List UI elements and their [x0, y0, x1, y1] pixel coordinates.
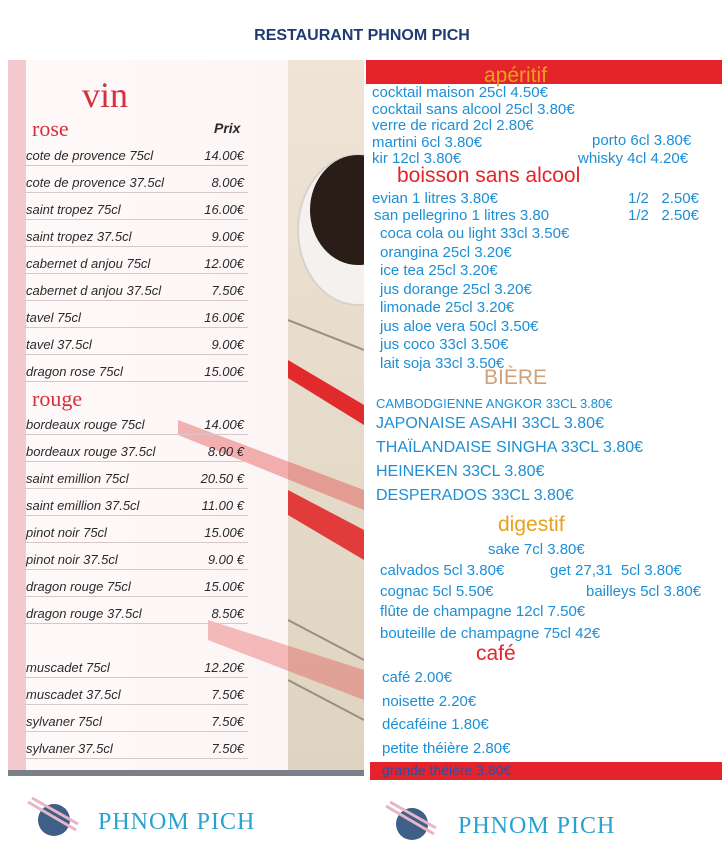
list-item: ice tea 25cl 3.20€ — [380, 262, 498, 279]
wine-price: 9.00€ — [211, 229, 244, 244]
page-title: RESTAURANT PHNOM PICH — [254, 27, 470, 44]
list-item: JAPONAISE ASAHI 33CL 3.80€ — [376, 415, 604, 432]
row-divider — [24, 300, 248, 301]
wine-price: 12.20€ — [204, 660, 244, 675]
row-divider — [24, 704, 248, 705]
wine-name: saint tropez 37.5cl — [26, 229, 132, 244]
wine-name: pinot noir 37.5cl — [26, 552, 118, 567]
aperitif-heading: apéritif — [484, 64, 548, 87]
wine-price: 16.00€ — [204, 310, 244, 325]
logo-icon — [24, 796, 80, 840]
wine-name: pinot noir 75cl — [26, 525, 107, 540]
wine-name: cote de provence 37.5cl — [26, 175, 165, 190]
list-item: kir 12cl 3.80€ — [372, 150, 462, 167]
wine-name: dragon rouge 37.5cl — [26, 606, 142, 621]
wine-name: muscadet 75cl — [26, 660, 110, 675]
list-item: jus aloe vera 50cl 3.50€ — [380, 317, 539, 335]
row-divider — [24, 596, 248, 597]
list-item: lait soja 33cl 3.50€ — [380, 354, 505, 372]
wine-price: 9.00€ — [211, 337, 244, 352]
row-divider — [24, 623, 248, 624]
row-divider — [24, 731, 248, 732]
list-item: porto 6cl 3.80€ — [592, 132, 692, 149]
row-divider — [24, 165, 248, 166]
row-divider — [24, 758, 248, 759]
wine-name: saint emillion 75cl — [26, 471, 129, 486]
wine-price: 11.00 € — [201, 498, 244, 513]
list-item: cocktail sans alcool 25cl 3.80€ — [372, 100, 575, 118]
list-item: bouteille de champagne 75cl 42€ — [380, 625, 601, 642]
row-divider — [24, 354, 248, 355]
list-item: coca cola ou light 33cl 3.50€ — [380, 225, 570, 242]
wine-price: 8.00 € — [207, 444, 244, 459]
list-item: petite théière 2.80€ — [382, 739, 511, 757]
beer-heading: BIÈRE — [484, 366, 548, 389]
wine-price: 7.50€ — [211, 283, 244, 298]
wine-price: 16.00€ — [204, 202, 244, 217]
wine-price: 7.50€ — [211, 687, 244, 702]
wine-price: 12.00€ — [204, 256, 244, 271]
list-item: 1/2 2.50€ — [628, 190, 699, 207]
row-divider — [24, 488, 248, 489]
row-divider — [24, 327, 248, 328]
list-item: cocktail maison 25cl 4.50€ — [372, 84, 548, 101]
row-divider — [24, 434, 248, 435]
wine-name: tavel 37.5cl — [26, 337, 92, 352]
list-item: sake 7cl 3.80€ — [488, 541, 585, 558]
coffee-heading: café — [476, 642, 516, 665]
row-divider — [24, 542, 248, 543]
wine-price: 15.00€ — [204, 525, 244, 540]
wine-price: 15.00€ — [204, 579, 244, 594]
rose-heading: rose — [32, 116, 69, 141]
wine-price: 7.50€ — [211, 714, 244, 729]
list-item: limonade 25cl 3.20€ — [380, 299, 515, 316]
list-item: jus coco 33cl 3.50€ — [380, 336, 509, 353]
wine-price: 20.50 € — [200, 471, 244, 486]
list-item: verre de ricard 2cl 2.80€ — [372, 117, 534, 134]
wine-price: 15.00€ — [204, 364, 244, 379]
wine-name: saint tropez 75cl — [26, 202, 121, 217]
rouge-heading: rouge — [32, 386, 83, 411]
row-divider — [24, 569, 248, 570]
digestif-heading: digestif — [498, 513, 565, 536]
row-divider — [24, 515, 248, 516]
row-divider — [24, 381, 248, 382]
list-item: THAÏLANDAISE SINGHA 33CL 3.80€ — [376, 439, 644, 456]
list-item: DESPERADOS 33CL 3.80€ — [376, 487, 574, 504]
wine-price: 7.50€ — [211, 741, 244, 756]
list-item: 1/2 2.50€ — [628, 207, 699, 224]
soft-drinks-heading: boisson sans alcool — [397, 164, 581, 187]
list-item: HEINEKEN 33CL 3.80€ — [376, 463, 545, 480]
list-item: orangina 25cl 3.20€ — [380, 243, 512, 261]
wine-name: cote de provence 75cl — [26, 148, 154, 163]
wine-name: cabernet d anjou 37.5cl — [26, 283, 162, 298]
list-item: san pellegrino 1 litres 3.80 — [374, 207, 550, 224]
list-item: noisette 2.20€ — [382, 692, 477, 710]
row-divider — [24, 677, 248, 678]
wine-name: dragon rouge 75cl — [26, 579, 131, 594]
list-item: grande théière 3.80€ — [382, 762, 512, 778]
wine-heading: vin — [82, 75, 129, 115]
wine-name: muscadet 37.5cl — [26, 687, 121, 702]
list-item: flûte de champagne 12cl 7.50€ — [380, 603, 586, 620]
wine-price: 14.00€ — [204, 417, 244, 432]
list-item: jus dorange 25cl 3.20€ — [380, 280, 532, 298]
wine-price: 14.00€ — [204, 148, 244, 163]
list-item: bailleys 5cl 3.80€ — [586, 583, 702, 600]
wine-name: dragon rose 75cl — [26, 364, 123, 379]
row-divider — [24, 273, 248, 274]
row-divider — [24, 246, 248, 247]
wine-name: sylvaner 75cl — [26, 714, 102, 729]
wine-name: tavel 75cl — [26, 310, 81, 325]
logo-icon — [382, 800, 438, 844]
wine-name: sylvaner 37.5cl — [26, 741, 113, 756]
wine-panel — [8, 60, 364, 776]
wine-name: saint emillion 37.5cl — [26, 498, 140, 513]
row-divider — [24, 219, 248, 220]
list-item: CAMBODGIENNE ANGKOR 33CL 3.80€ — [376, 396, 613, 411]
wine-price: 9.00 € — [207, 552, 244, 567]
list-item: décaféine 1.80€ — [382, 716, 489, 733]
wine-name: cabernet d anjou 75cl — [26, 256, 151, 271]
logo-text: PHNOM PICH — [98, 809, 256, 835]
list-item: evian 1 litres 3.80€ — [372, 190, 498, 207]
wine-name: bordeaux rouge 75cl — [26, 417, 145, 432]
row-divider — [24, 461, 248, 462]
wine-price: 8.50€ — [211, 606, 244, 621]
wine-price: 8.00€ — [211, 175, 244, 190]
row-divider — [24, 192, 248, 193]
list-item: calvados 5cl 3.80€ — [380, 562, 505, 579]
list-item: café 2.00€ — [382, 669, 453, 686]
list-item: get 27,31 5cl 3.80€ — [550, 562, 682, 579]
list-item: whisky 4cl 4.20€ — [578, 150, 689, 167]
list-item: martini 6cl 3.80€ — [372, 133, 483, 151]
price-header: Prix — [214, 120, 241, 136]
logo-text: PHNOM PICH — [458, 813, 616, 839]
wine-name: bordeaux rouge 37.5cl — [26, 444, 156, 459]
list-item: cognac 5cl 5.50€ — [380, 583, 494, 600]
